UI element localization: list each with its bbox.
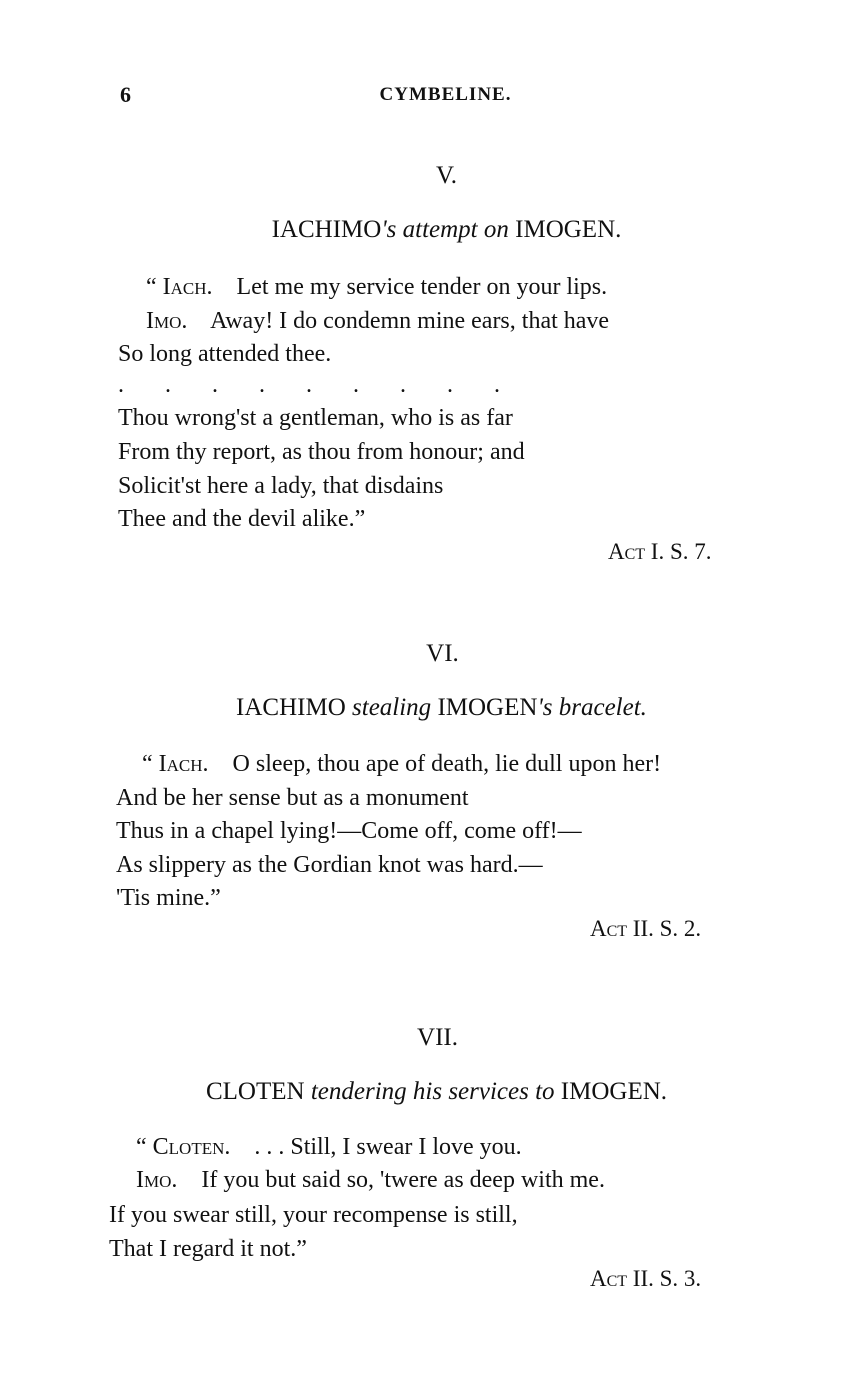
- title-italic: 's bracelet.: [537, 694, 647, 721]
- verse-line: [118, 440, 525, 464]
- running-head: [0, 84, 843, 106]
- verse-text: If you but said so, 'twere as deep with me.: [201, 1167, 605, 1193]
- section-title: [0, 694, 843, 722]
- verse-text: Thus in a chapel lying!—Come off, come off!—: [116, 818, 582, 844]
- verse-text: O sleep, thou ape of death, lie dull upon her!: [232, 751, 662, 777]
- title-name: IACHIMO: [271, 216, 382, 243]
- verse-text: And be her sense but as a monument: [116, 785, 469, 811]
- verse-line: [118, 406, 513, 430]
- verse-line: [146, 309, 609, 333]
- title-name: IACHIMO: [236, 694, 346, 721]
- section-numeral-text: V.: [435, 162, 458, 189]
- verse-line: [118, 342, 331, 366]
- verse-line: [146, 275, 607, 299]
- speaker-name: Imo.: [146, 308, 188, 334]
- verse-text: Thou wrong'st a gentleman, who is as far: [118, 405, 513, 431]
- verse-line: [116, 886, 221, 910]
- verse-line: [118, 474, 443, 498]
- section-title: [0, 216, 843, 244]
- verse-text: If you swear still, your recompense is still,: [109, 1202, 518, 1228]
- act-reference: Act II. S. 2.: [590, 916, 702, 941]
- section-title: [0, 1078, 843, 1106]
- title-name: IMOGEN.: [515, 216, 622, 243]
- section-numeral-text: VII.: [417, 1024, 458, 1051]
- act-reference: Act I. S. 7.: [608, 539, 712, 564]
- title-italic: tendering his services to: [304, 1078, 561, 1105]
- title-name: IMOGEN: [437, 694, 538, 721]
- title-name: IMOGEN.: [560, 1078, 668, 1105]
- running-title: CYMBELINE.: [379, 84, 512, 105]
- ellipsis-dots: . . . . . . . . .: [118, 372, 500, 398]
- section-numeral: [0, 640, 843, 668]
- verse-text: Solicit'st here a lady, that disdains: [118, 473, 444, 499]
- verse-line: [116, 786, 469, 810]
- verse-line: [136, 1135, 522, 1159]
- speaker-name: Imo.: [136, 1167, 178, 1193]
- verse-line: [136, 1168, 605, 1192]
- speaker-name: “ Cloten.: [136, 1134, 231, 1160]
- section-numeral-text: VI.: [426, 640, 459, 667]
- verse-text: That I regard it not.”: [109, 1236, 307, 1262]
- verse-text: From thy report, as thou from honour; and: [118, 439, 525, 465]
- section-numeral: [0, 162, 843, 190]
- section-numeral: [0, 1024, 843, 1052]
- verse-line: [109, 1237, 307, 1261]
- title-italic: 's attempt on: [381, 216, 516, 243]
- page-number: 6: [120, 82, 131, 107]
- verse-line: [118, 507, 365, 531]
- verse-text: As slippery as the Gordian knot was hard.—: [116, 852, 543, 878]
- verse-text: Thee and the devil alike.”: [118, 506, 366, 532]
- title-name: CLOTEN: [205, 1078, 305, 1105]
- speaker-name: “ Iach.: [142, 751, 209, 777]
- verse-text: Away! I do condemn mine ears, that have: [210, 308, 610, 334]
- verse-text: . . . Still, I swear I love you.: [254, 1134, 522, 1160]
- verse-text: So long attended thee.: [118, 341, 332, 367]
- verse-text: 'Tis mine.”: [116, 885, 221, 911]
- verse-line: [116, 819, 582, 843]
- verse-line: [116, 853, 543, 877]
- act-reference: Act II. S. 3.: [590, 1266, 702, 1291]
- verse-text: Let me my service tender on your lips.: [236, 274, 608, 300]
- verse-line: [142, 752, 661, 776]
- title-italic: stealing: [345, 694, 438, 721]
- verse-line: [109, 1203, 518, 1227]
- speaker-name: “ Iach.: [146, 274, 213, 300]
